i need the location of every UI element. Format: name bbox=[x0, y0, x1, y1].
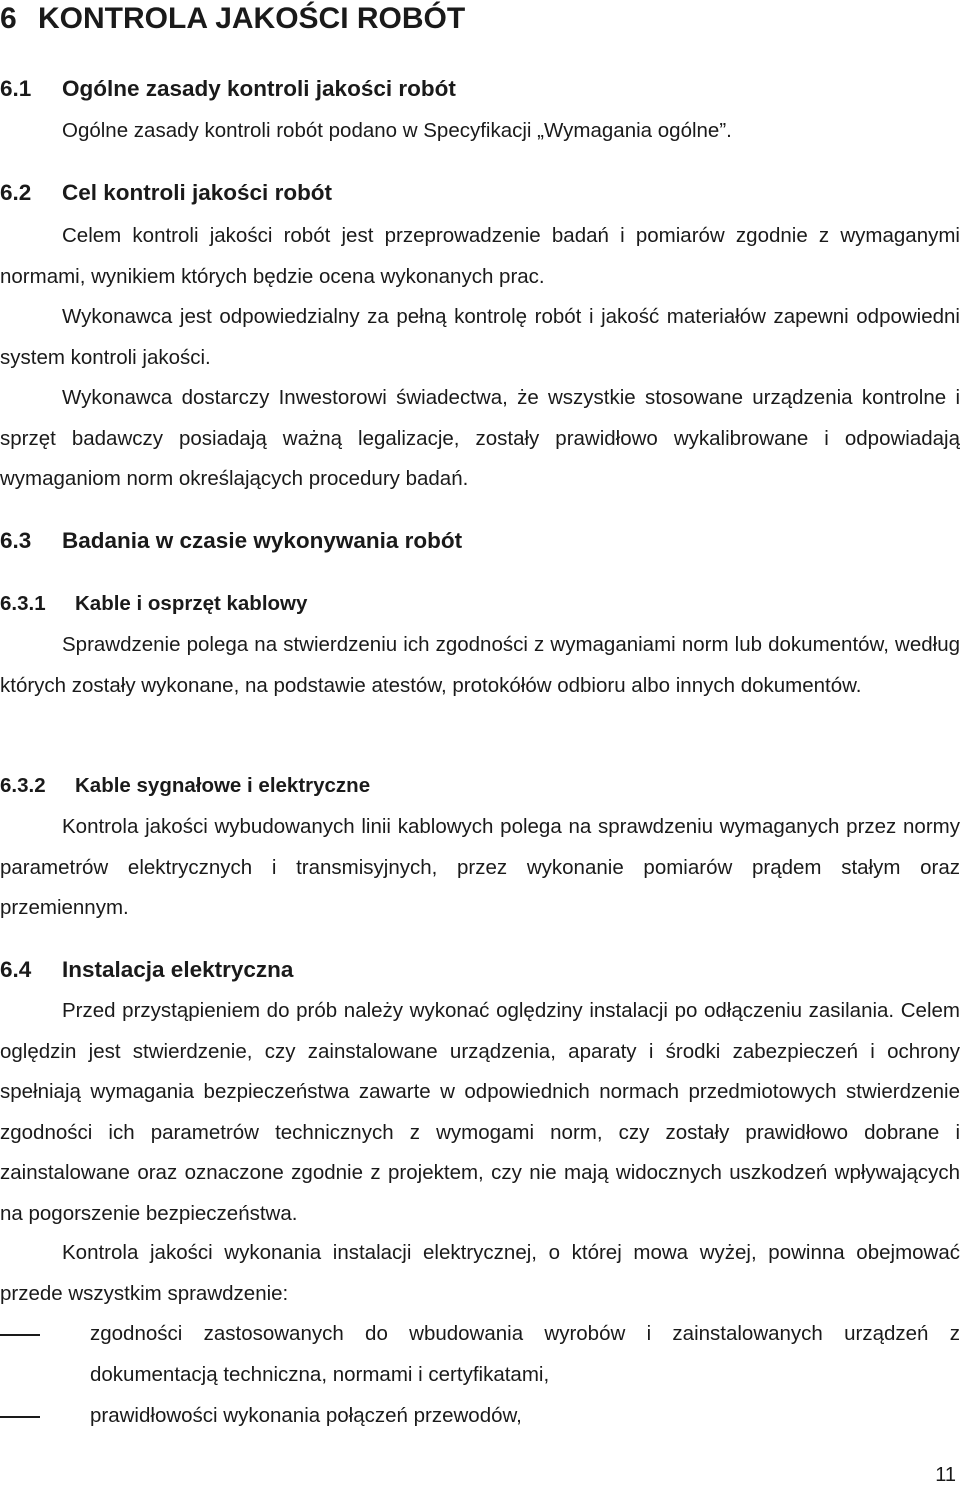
section-title: Kable sygnałowe i elektryczne bbox=[75, 774, 371, 797]
section-title: Badania w czasie wykonywania robót bbox=[62, 528, 463, 553]
section-6-4-heading bbox=[0, 956, 293, 984]
section-6-2-heading bbox=[0, 179, 332, 207]
list-item-text: zgodności zastosowanych do wbudowania wyrobów i zainstalowanych urządzeń z dokumentacją techniczna, normami i certyfikatami, bbox=[90, 1322, 960, 1386]
section-6-3-2-paragraph: Kontrola jakości wybudowanych linii kablowych polega na sprawdzeniu wymaganych przez normy parametrów elektrycznych i transmisyjnych, przez wykonanie pomiarów prądem stałym oraz przemiennym. bbox=[0, 815, 960, 919]
section-number: 6.3.1 bbox=[0, 592, 46, 615]
section-6-3-1-paragraph: Sprawdzenie polega na stwierdzeniu ich zgodności z wymaganiami norm lub dokumentów, według których zostały wykonane, na podstawie atestów, protokółów odbioru albo innych dokumentów. bbox=[0, 633, 960, 697]
page-number: 11 bbox=[935, 1464, 956, 1486]
section-6-4-paragraph-2: Kontrola jakości wykonania instalacji elektrycznej, o której mowa wyżej, powinna obejmować przede wszystkim sprawdzenie: bbox=[0, 1241, 960, 1305]
section-title: Ogólne zasady kontroli jakości robót bbox=[62, 76, 456, 101]
section-number: 6.2 bbox=[0, 180, 32, 205]
section-6-1-paragraph: Ogólne zasady kontroli robót podano w Specyfikacji „Wymagania ogólne”. bbox=[62, 119, 732, 142]
dash-bullet-icon bbox=[0, 1334, 40, 1336]
list-item bbox=[0, 1396, 960, 1437]
section-title: Kable i osprzęt kablowy bbox=[75, 592, 308, 615]
dash-bullet-icon bbox=[0, 1416, 40, 1418]
section-6-4-paragraph-1: Przed przystąpieniem do prób należy wykonać oględziny instalacji po odłączeniu zasilania. Celem oględzin jest stwierdzenie, czy zainstalowane urządzenia, aparaty i środki zabezpieczeń i ochrony spełniają wymagania bezpieczeństwa zawarte w odpowiednich normach przedmiotowych stwierdzenie zgodności ich parametrów technicznych z wymogami norm, czy zostały prawidłowo dobrane i zainstalowane oraz oznaczone zgodnie z projektem, czy nie mają widocznych uszkodzeń wpływających na pogorszenie bezpieczeństwa. bbox=[0, 999, 960, 1225]
section-6-1-heading bbox=[0, 75, 456, 103]
section-6-3-heading bbox=[0, 527, 462, 555]
section-6-2-paragraph-2: Wykonawca jest odpowiedzialny za pełną kontrolę robót i jakość materiałów zapewni odpowiedni system kontroli jakości. bbox=[0, 305, 960, 369]
chapter-heading bbox=[0, 1, 465, 37]
list-item-text: prawidłowości wykonania połączeń przewodów, bbox=[90, 1404, 522, 1427]
chapter-title: KONTROLA JAKOŚCI ROBÓT bbox=[38, 2, 466, 35]
list-item bbox=[0, 1314, 960, 1395]
section-number: 6.1 bbox=[0, 76, 32, 101]
section-6-3-2-heading bbox=[0, 773, 370, 799]
section-6-3-1-heading bbox=[0, 591, 307, 617]
section-number: 6.4 bbox=[0, 957, 32, 982]
section-6-2-paragraph-1: Celem kontroli jakości robót jest przeprowadzenie badań i pomiarów zgodnie z wymaganymi normami, wynikiem których będzie ocena wykonanych prac. bbox=[0, 224, 960, 288]
section-title: Cel kontroli jakości robót bbox=[62, 180, 333, 205]
section-number: 6.3.2 bbox=[0, 774, 46, 797]
section-number: 6.3 bbox=[0, 528, 32, 553]
chapter-number: 6 bbox=[0, 2, 17, 35]
section-title: Instalacja elektryczna bbox=[62, 957, 294, 982]
section-6-2-paragraph-3: Wykonawca dostarczy Inwestorowi świadectwa, że wszystkie stosowane urządzenia kontrolne i sprzęt badawczy posiadają ważną legalizacje, zostały prawidłowo wykalibrowane i odpowiadają wymaganiom norm określających procedury badań. bbox=[0, 386, 960, 490]
